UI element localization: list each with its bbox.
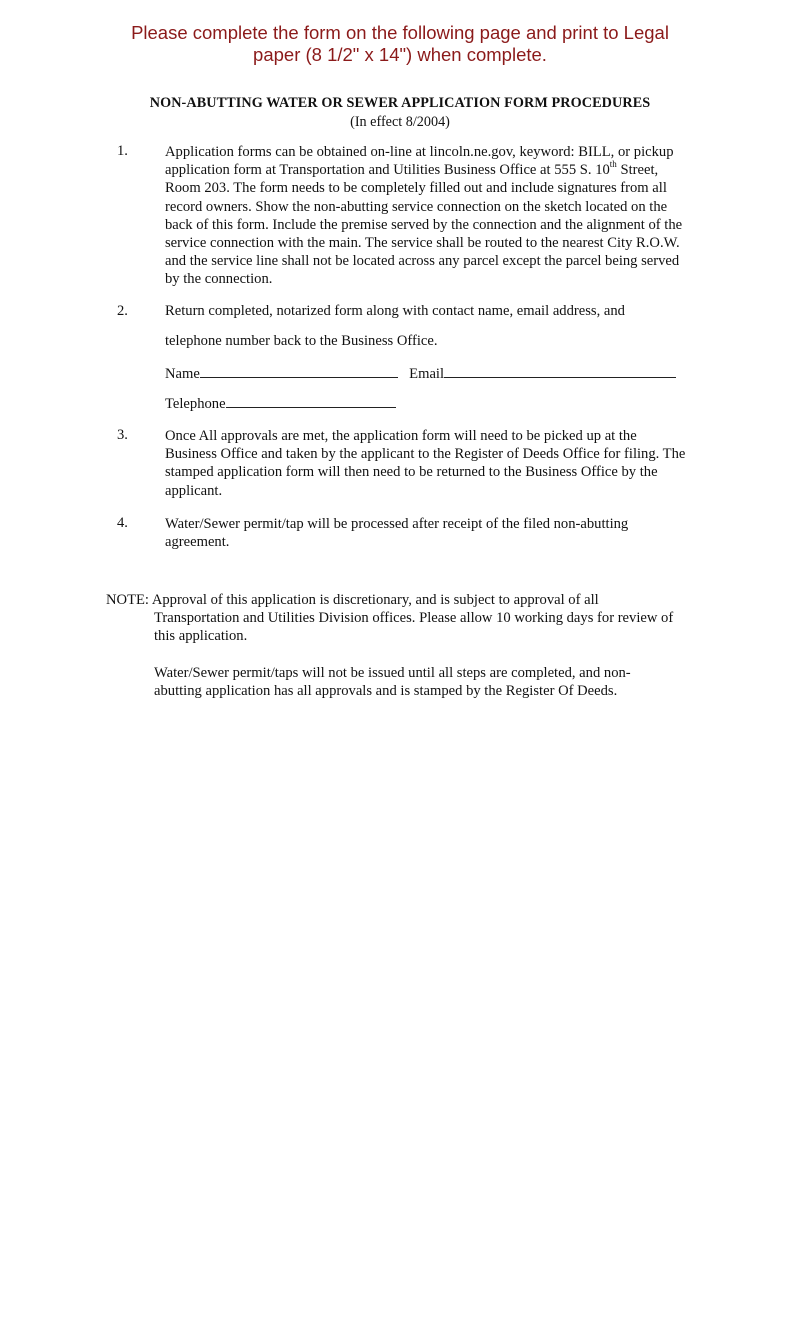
item-1-superscript: th <box>609 159 617 170</box>
page-subtitle: (In effect 8/2004) <box>350 114 450 130</box>
item-4-text: Water/Sewer permit/tap will be processed after receipt of the filed non-abutting agreement. <box>165 516 629 551</box>
email-label: Email <box>409 366 445 382</box>
item-4-number: 4. <box>117 515 128 531</box>
note-label: NOTE: <box>106 592 149 608</box>
telephone-label: Telephone <box>165 396 226 412</box>
item-3-number: 3. <box>117 427 128 443</box>
note-paragraph-1-rest: Transportation and Utilities Division offices. Please allow 10 working days for review of this application. <box>154 610 674 645</box>
print-instruction-banner <box>0 22 800 66</box>
item-2-number: 2. <box>117 303 128 319</box>
item-1-text-b: Street, Room 203. The form needs to be completely filled out and include signatures from all record owners. Show the non-abutting service connection on the sketch located on the back of this form. Include the premise served by the connection and the alignment of the service connection with the main. The service shall be routed to the nearest City R.O.W. and the service line shall not be located across any parcel except the parcel being served by the connection. <box>165 162 683 288</box>
email-field[interactable] <box>444 363 676 378</box>
name-field[interactable] <box>200 363 398 378</box>
banner-line-2: paper (8 1/2" x 14") when complete. <box>253 44 547 65</box>
note-paragraph-2: Water/Sewer permit/taps will not be issued until all steps are completed, and non-abutting application has all approvals and is stamped by the Register Of Deeds. <box>154 665 631 700</box>
item-1-text-a: Application forms can be obtained on-line at lincoln.ne.gov, keyword: BILL, or pickup application form at Transportation and Utilities Business Office at 555 S. 10 <box>165 144 674 179</box>
contact-name-row <box>165 363 676 383</box>
item-2-line-1: Return completed, notarized form along with contact name, email address, and <box>165 303 625 319</box>
banner-line-1: Please complete the form on the following page and print to Legal <box>131 22 669 43</box>
item-1-number: 1. <box>117 143 128 159</box>
note-first-text: Approval of this application is discretionary, and is subject to approval of all <box>151 592 599 608</box>
name-label: Name <box>165 366 200 382</box>
telephone-field[interactable] <box>226 393 396 408</box>
telephone-row <box>165 393 396 413</box>
note-first-line <box>106 591 686 609</box>
item-3-text: Once All approvals are met, the application form will need to be picked up at the Business Office and taken by the applicant to the Register of Deeds Office for filing. The stamped application form will then need to be returned to the Business Office by the applicant. <box>165 428 686 499</box>
item-1-text <box>165 143 690 289</box>
item-2-line-2: telephone number back to the Business Office. <box>165 333 438 349</box>
page-title: NON-ABUTTING WATER OR SEWER APPLICATION FORM PROCEDURES <box>149 95 651 111</box>
